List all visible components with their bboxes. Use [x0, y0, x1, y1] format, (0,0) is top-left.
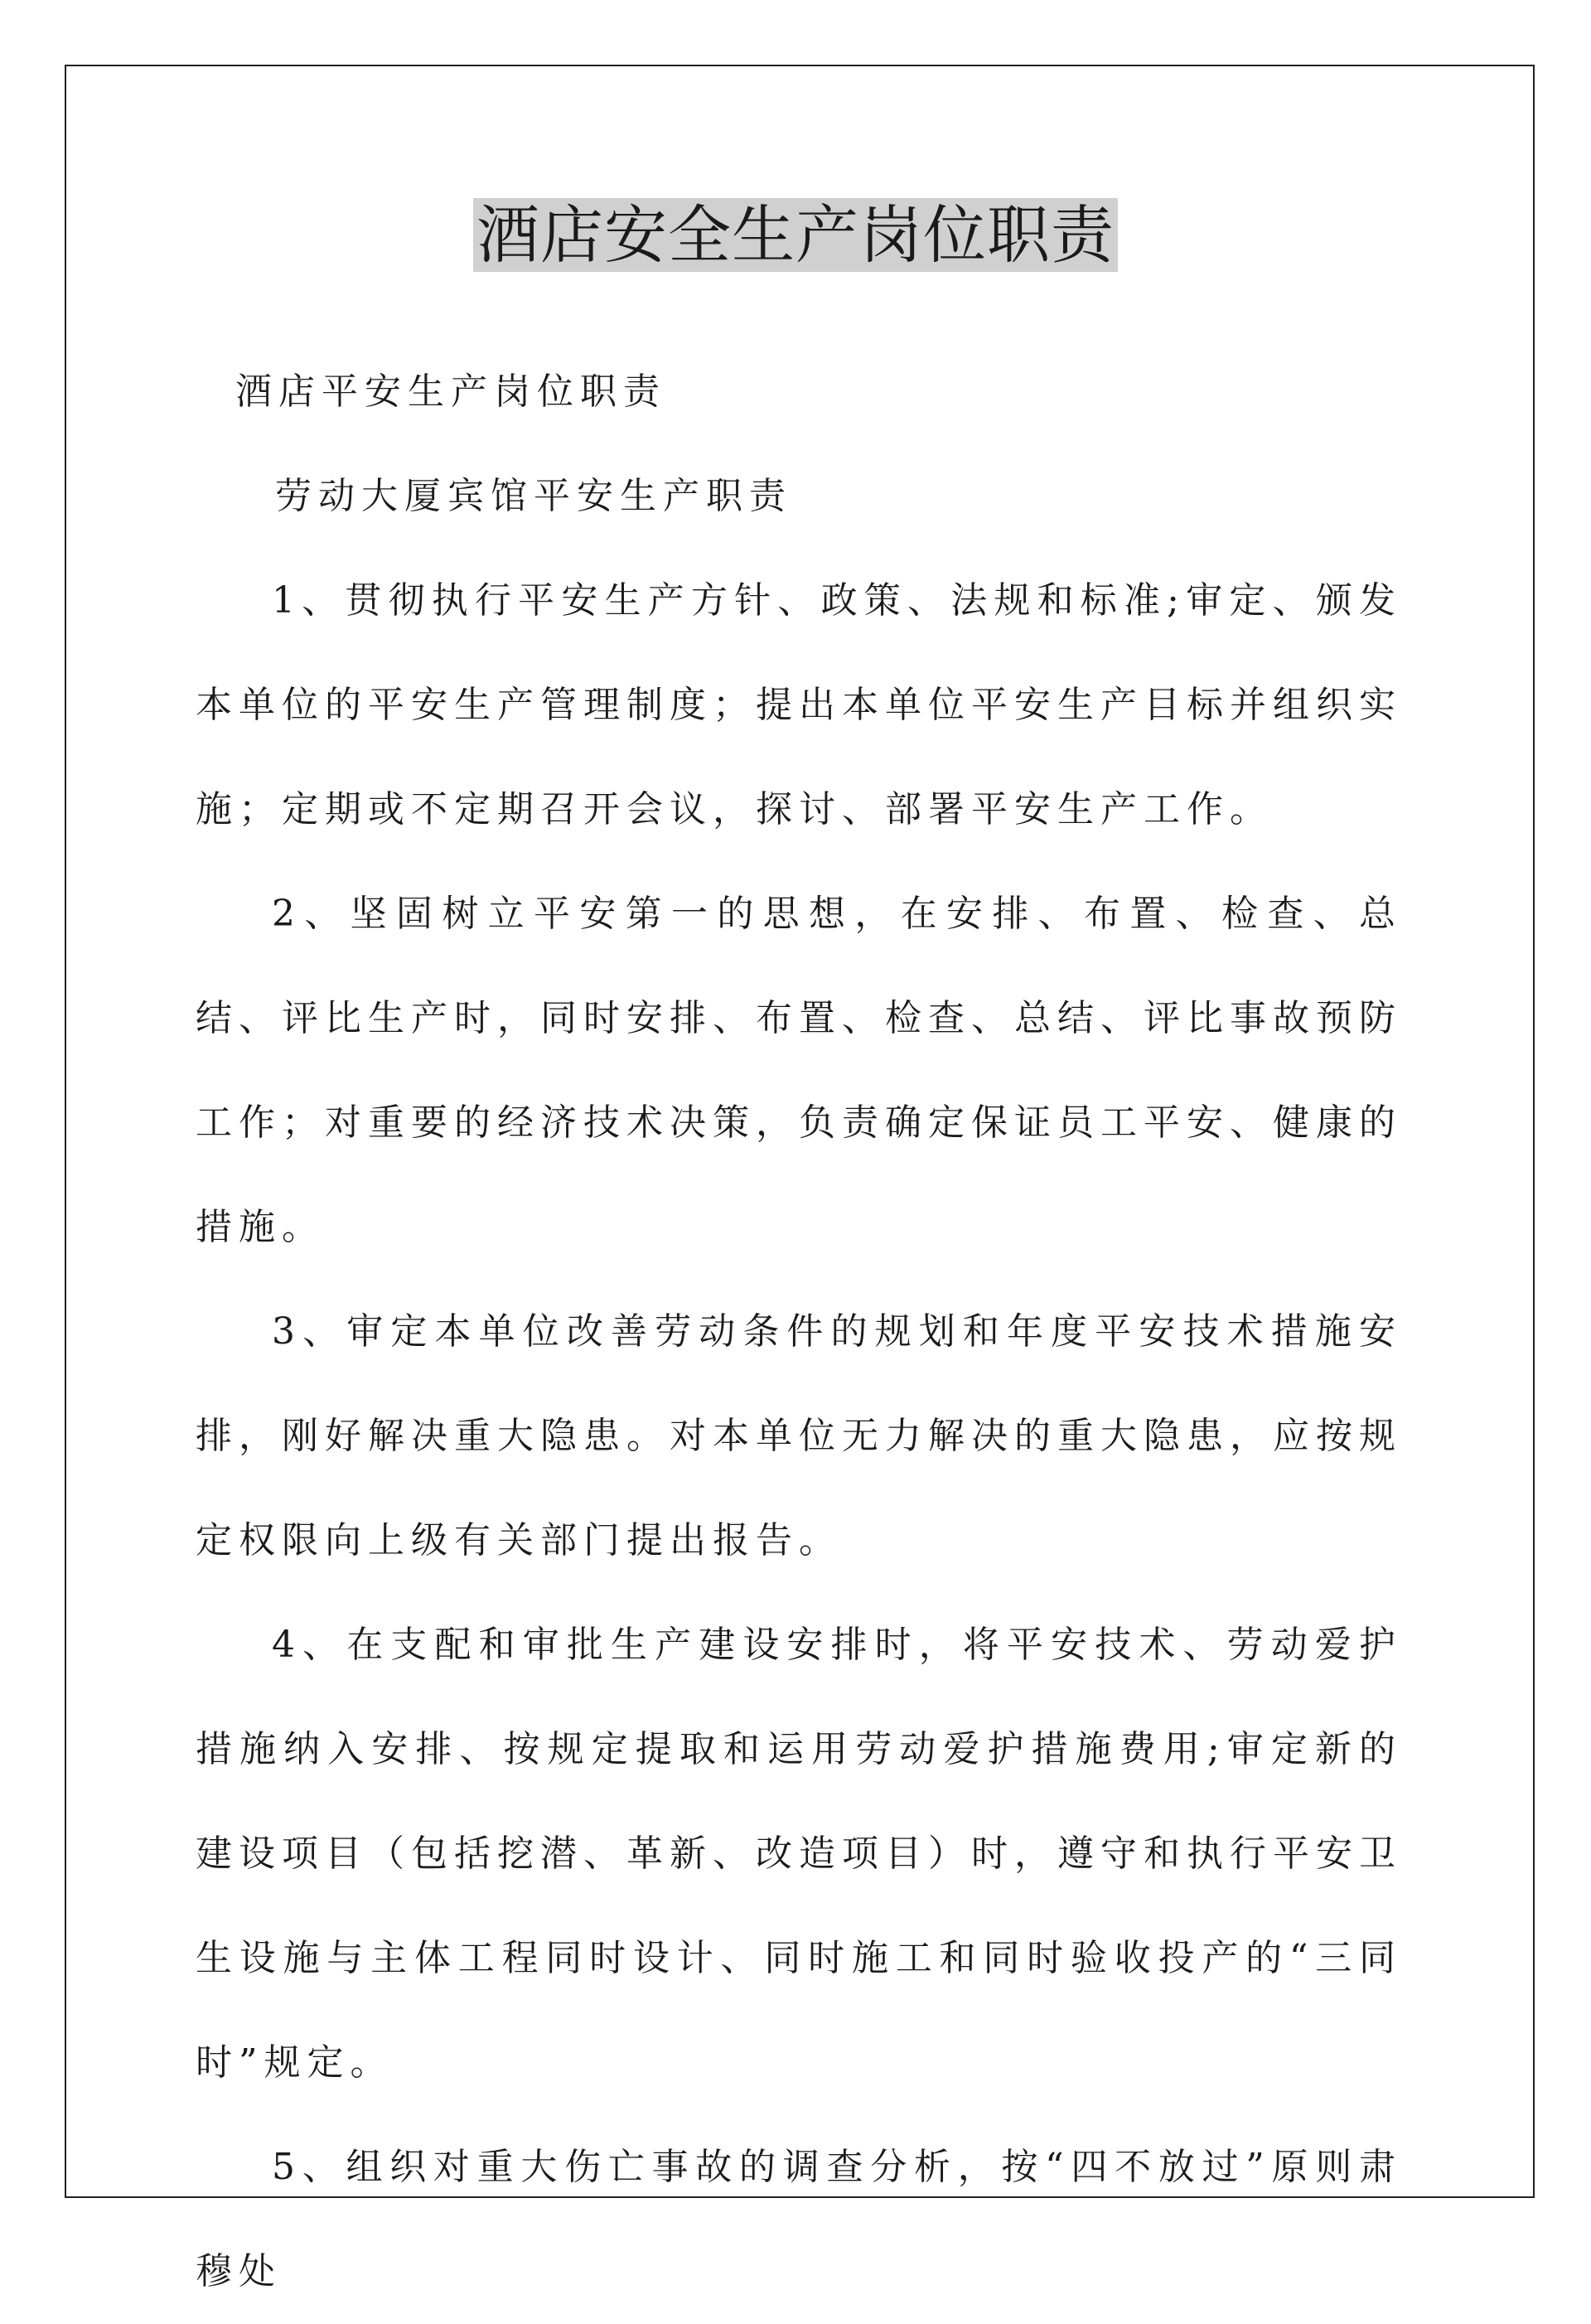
- document-body: [196, 340, 1402, 2324]
- document-title-text: 酒店安全生产岗位职责: [473, 198, 1118, 272]
- document-title: [0, 196, 1591, 275]
- paragraph-1: 1、贯彻执行平安生产方针、政策、法规和标准;审定、颁发本单位的平安生产管理制度；提出本单位平安生产目标并组织实施；定期或不定期召开会议，探讨、部署平安生产工作。: [196, 579, 1402, 830]
- section-heading: 劳动大厦宾馆平安生产职责: [275, 475, 792, 517]
- paragraph-2: 2、坚固树立平安第一的思想，在安排、布置、检查、总结、评比生产时，同时安排、布置、检查、总结、评比事故预防工作；对重要的经济技术决策，负责确定保证员工平安、健康的措施。: [196, 893, 1402, 1248]
- paragraph-5: 5、组织对重大伤亡事故的调查分析，按“四不放过”原则肃穆处: [196, 2146, 1402, 2293]
- paragraph-3: 3、审定本单位改善劳动条件的规划和年度平安技术措施安排，刚好解决重大隐患。对本单位无力解决的重大隐患，应按规定权限向上级有关部门提出报告。: [196, 1310, 1402, 1561]
- document-subtitle: 酒店平安生产岗位职责: [235, 370, 666, 413]
- paragraph-4: 4、在支配和审批生产建设安排时，将平安技术、劳动爱护措施纳入安排、按规定提取和运用劳动爱护措施费用;审定新的建设项目（包括挖潜、革新、改造项目）时，遵守和执行平安卫生设施与主体工程同时设计、同时施工和同时验收投产的“三同时”规定。: [196, 1624, 1402, 2084]
